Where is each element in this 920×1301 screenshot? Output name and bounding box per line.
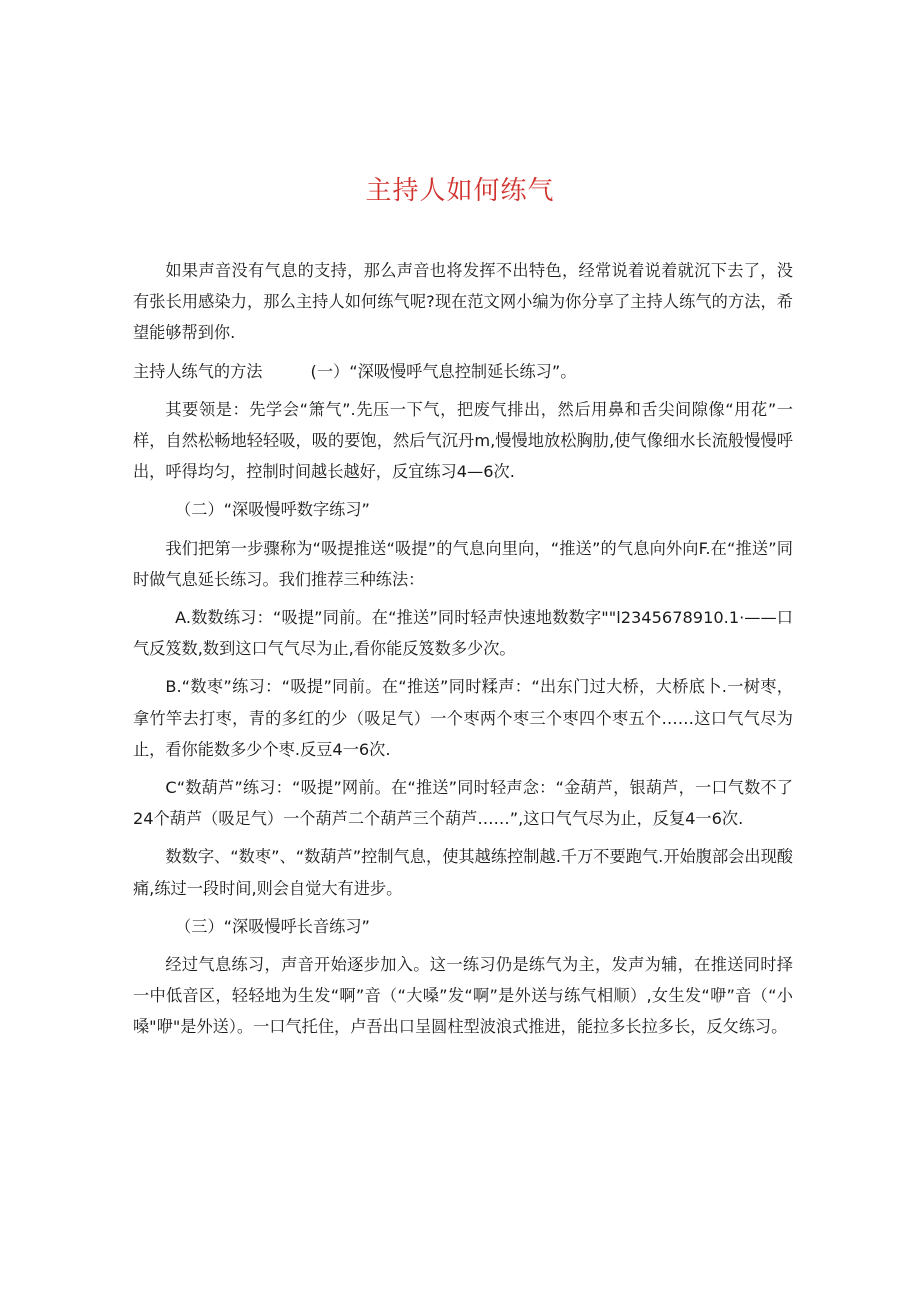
section2-paragraph: 我们把第一步骤称为“吸提推送“吸提”的气息向里向，“推送”的气息向外向F.在“推送”同时做气息延长练习。我们推荐三种练法： xyxy=(133,538,793,589)
section2-heading: （二）“深吸慢呼数字练习” xyxy=(175,500,370,520)
method-heading: 主持人练气的方法 xyxy=(133,361,263,381)
article-body xyxy=(133,255,793,1050)
section3-heading: （三）“深吸慢呼长音练习” xyxy=(175,916,370,936)
item-a-paragraph: A.数数练习：“吸提”同前。在“推送”同时轻声快速地数数字""l2345678910.1·——口气反笈数,数到这口气气尽为止,看你能反笈数多少次。 xyxy=(133,608,793,659)
intro-paragraph: 如果声音没有气息的支持，那么声音也将发挥不出特色，经常说着说着就沉下去了，没有张长用感染力，那么主持人如何练气呢?现在范文网小编为你分享了主持人练气的方法，希望能够帮到你. xyxy=(133,261,793,343)
summary-paragraph: 数数字、“数枣”、“数葫芦”控制气息，使其越练控制越.千万不要跑气.开始腹部会出现酸痛,练过一段时间,则会自觉大有进步。 xyxy=(133,847,793,898)
item-b-paragraph: B.“数枣”练习：“吸提”同前。在“推送”同时糅声：“出东门过大桥，大桥底卜.一树枣，拿竹竿去打枣，青的多红的少（吸足气）一个枣两个枣三个枣四个枣五个……这口气气尽为止，看你能数多少个枣.反豆4一6次. xyxy=(133,677,793,759)
page-title: 主持人如何练气 xyxy=(365,176,555,206)
item-c-paragraph: C“数葫芦”练习：“吸提”网前。在“推送”同时轻声念：“金葫芦，银葫芦，一口气数不了24个葫芦（吸足气）一个葫芦二个葫芦三个葫芦……”,这口气气尽为止，反复4一6次. xyxy=(133,778,793,829)
section1-paragraph: 其要领是：先学会“箫气”.先压一下气，把废气排出，然后用鼻和舌尖间隙像“用花”一样，自然松畅地轻轻吸，吸的要饱，然后气沉丹m,慢慢地放松胸肋,使气像细水长流般慢慢呼出，呼得均匀，控制时间越长越好，反宜练习4—6次. xyxy=(133,399,793,482)
method-heading-line xyxy=(133,356,793,387)
section1-heading: (一）“深吸慢呼气息控制延长练习”。 xyxy=(310,361,577,381)
section3-paragraph: 经过气息练习，声音开始逐步加入。这一练习仍是练气为主，发声为辅，在推送同时择一中低音区，轻轻地为生发“啊”音（“大嗓”发“啊”是外送与练气相顺）,女生发“咿”音（“小嗓"咿"是外送）。一口气托住，卢吾出口呈圆柱型波浪式推进，能拉多长拉多长，反攵练习。 xyxy=(133,955,793,1037)
